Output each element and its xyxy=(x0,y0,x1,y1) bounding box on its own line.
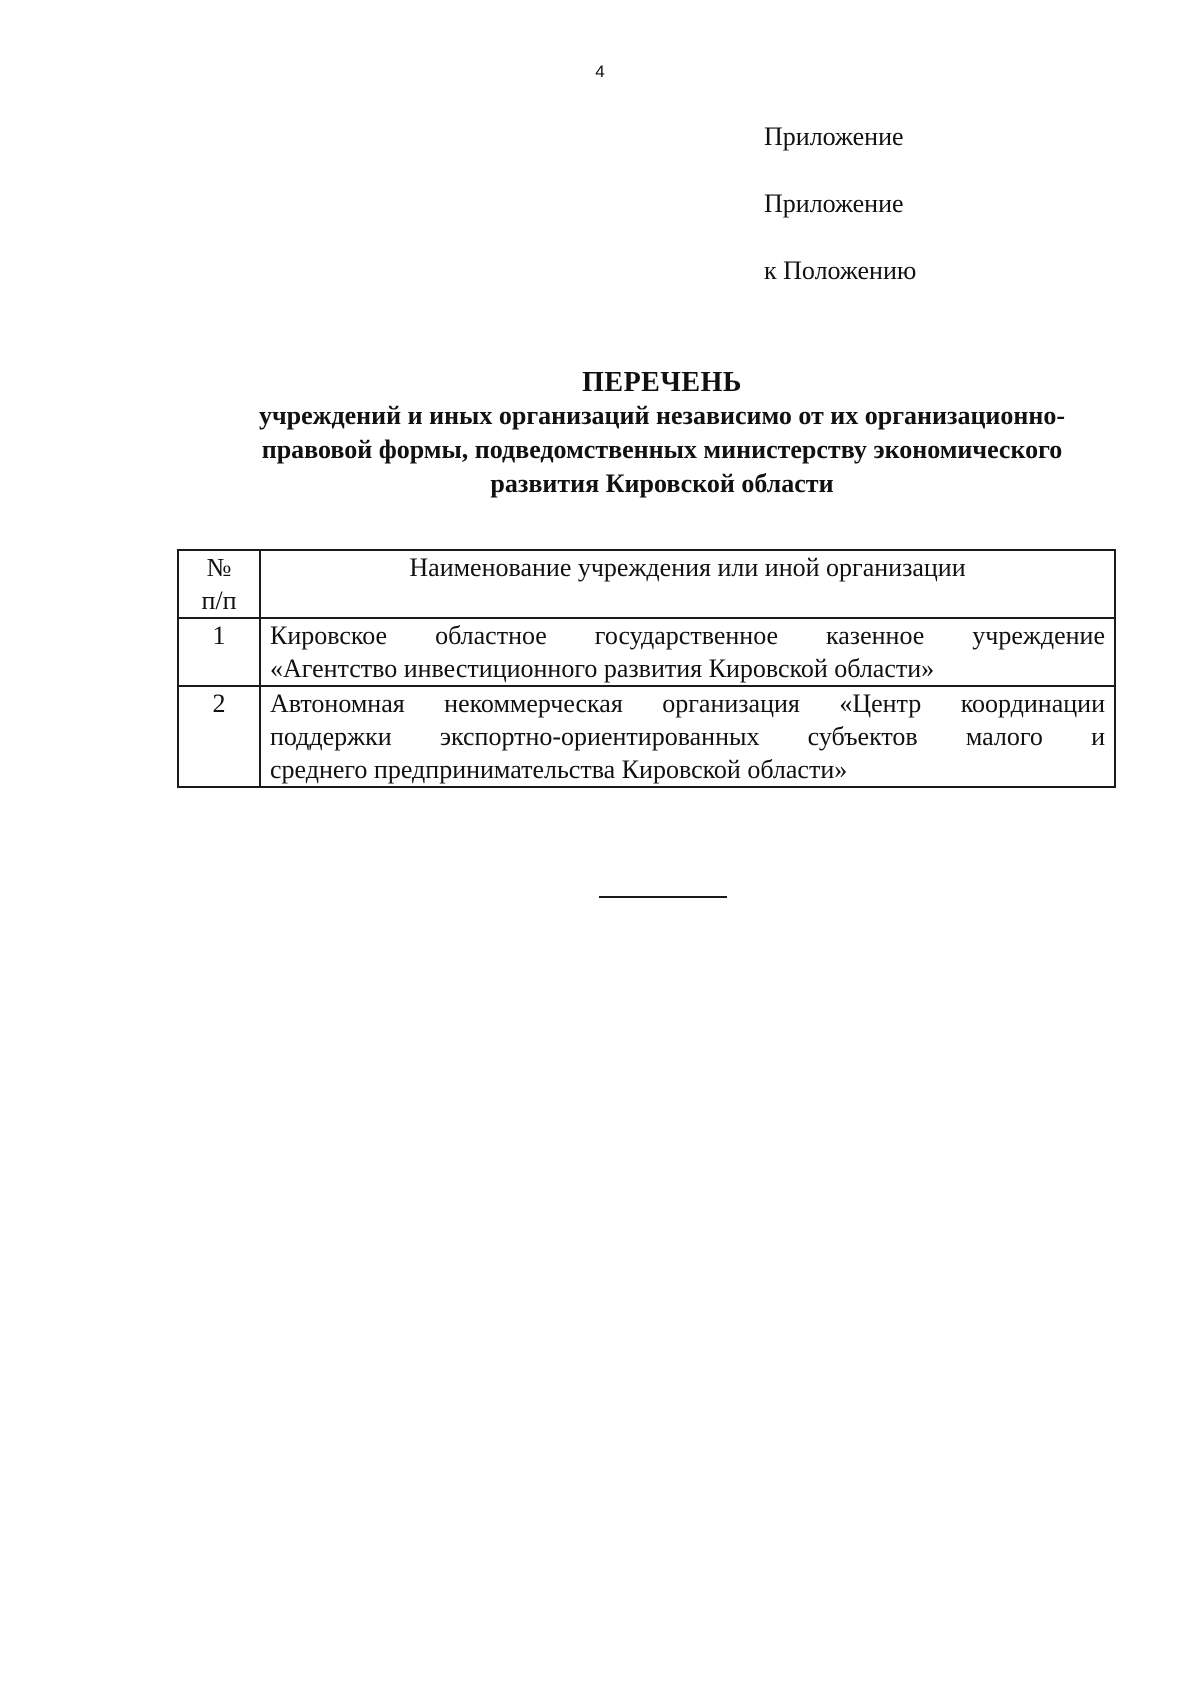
row-number: 2 xyxy=(178,686,260,787)
appendix-label: Приложение xyxy=(764,122,904,151)
end-of-document-rule xyxy=(599,896,727,898)
page-number: 4 xyxy=(595,62,605,81)
number-column-header xyxy=(178,550,260,618)
ordinal-abbrev: п/п xyxy=(201,586,237,615)
organizations-table xyxy=(177,549,1116,788)
appendix-label-repeat: Приложение xyxy=(764,189,904,218)
name-line: «Агентство инвестиционного развития Кировской области» xyxy=(270,654,935,683)
organization-name xyxy=(260,686,1115,787)
table-row xyxy=(178,618,1115,686)
number-sign: № xyxy=(206,553,232,582)
row-number: 1 xyxy=(178,618,260,686)
name-line: Кировское областное государственное казенное учреждение xyxy=(270,621,1105,650)
name-line: Автономная некоммерческая организация «Центр координации xyxy=(270,689,1105,718)
document-title: ПЕРЕЧЕНЬ xyxy=(582,367,742,398)
name-line: поддержки экспортно-ориентированных субъектов малого и xyxy=(270,722,1105,751)
name-line: среднего предпринимательства Кировской области» xyxy=(270,755,848,784)
subtitle-line: учреждений и иных организаций независимо от их организационно- xyxy=(258,401,1066,430)
table-header-row xyxy=(178,550,1115,618)
subtitle-line: развития Кировской области xyxy=(490,469,834,498)
name-column-header: Наименование учреждения или иной организации xyxy=(260,550,1115,618)
subtitle-line: правовой формы, подведомственных министерству экономического xyxy=(261,435,1063,464)
organization-name xyxy=(260,618,1115,686)
regulation-reference: к Положению xyxy=(764,256,917,285)
table-row xyxy=(178,686,1115,787)
